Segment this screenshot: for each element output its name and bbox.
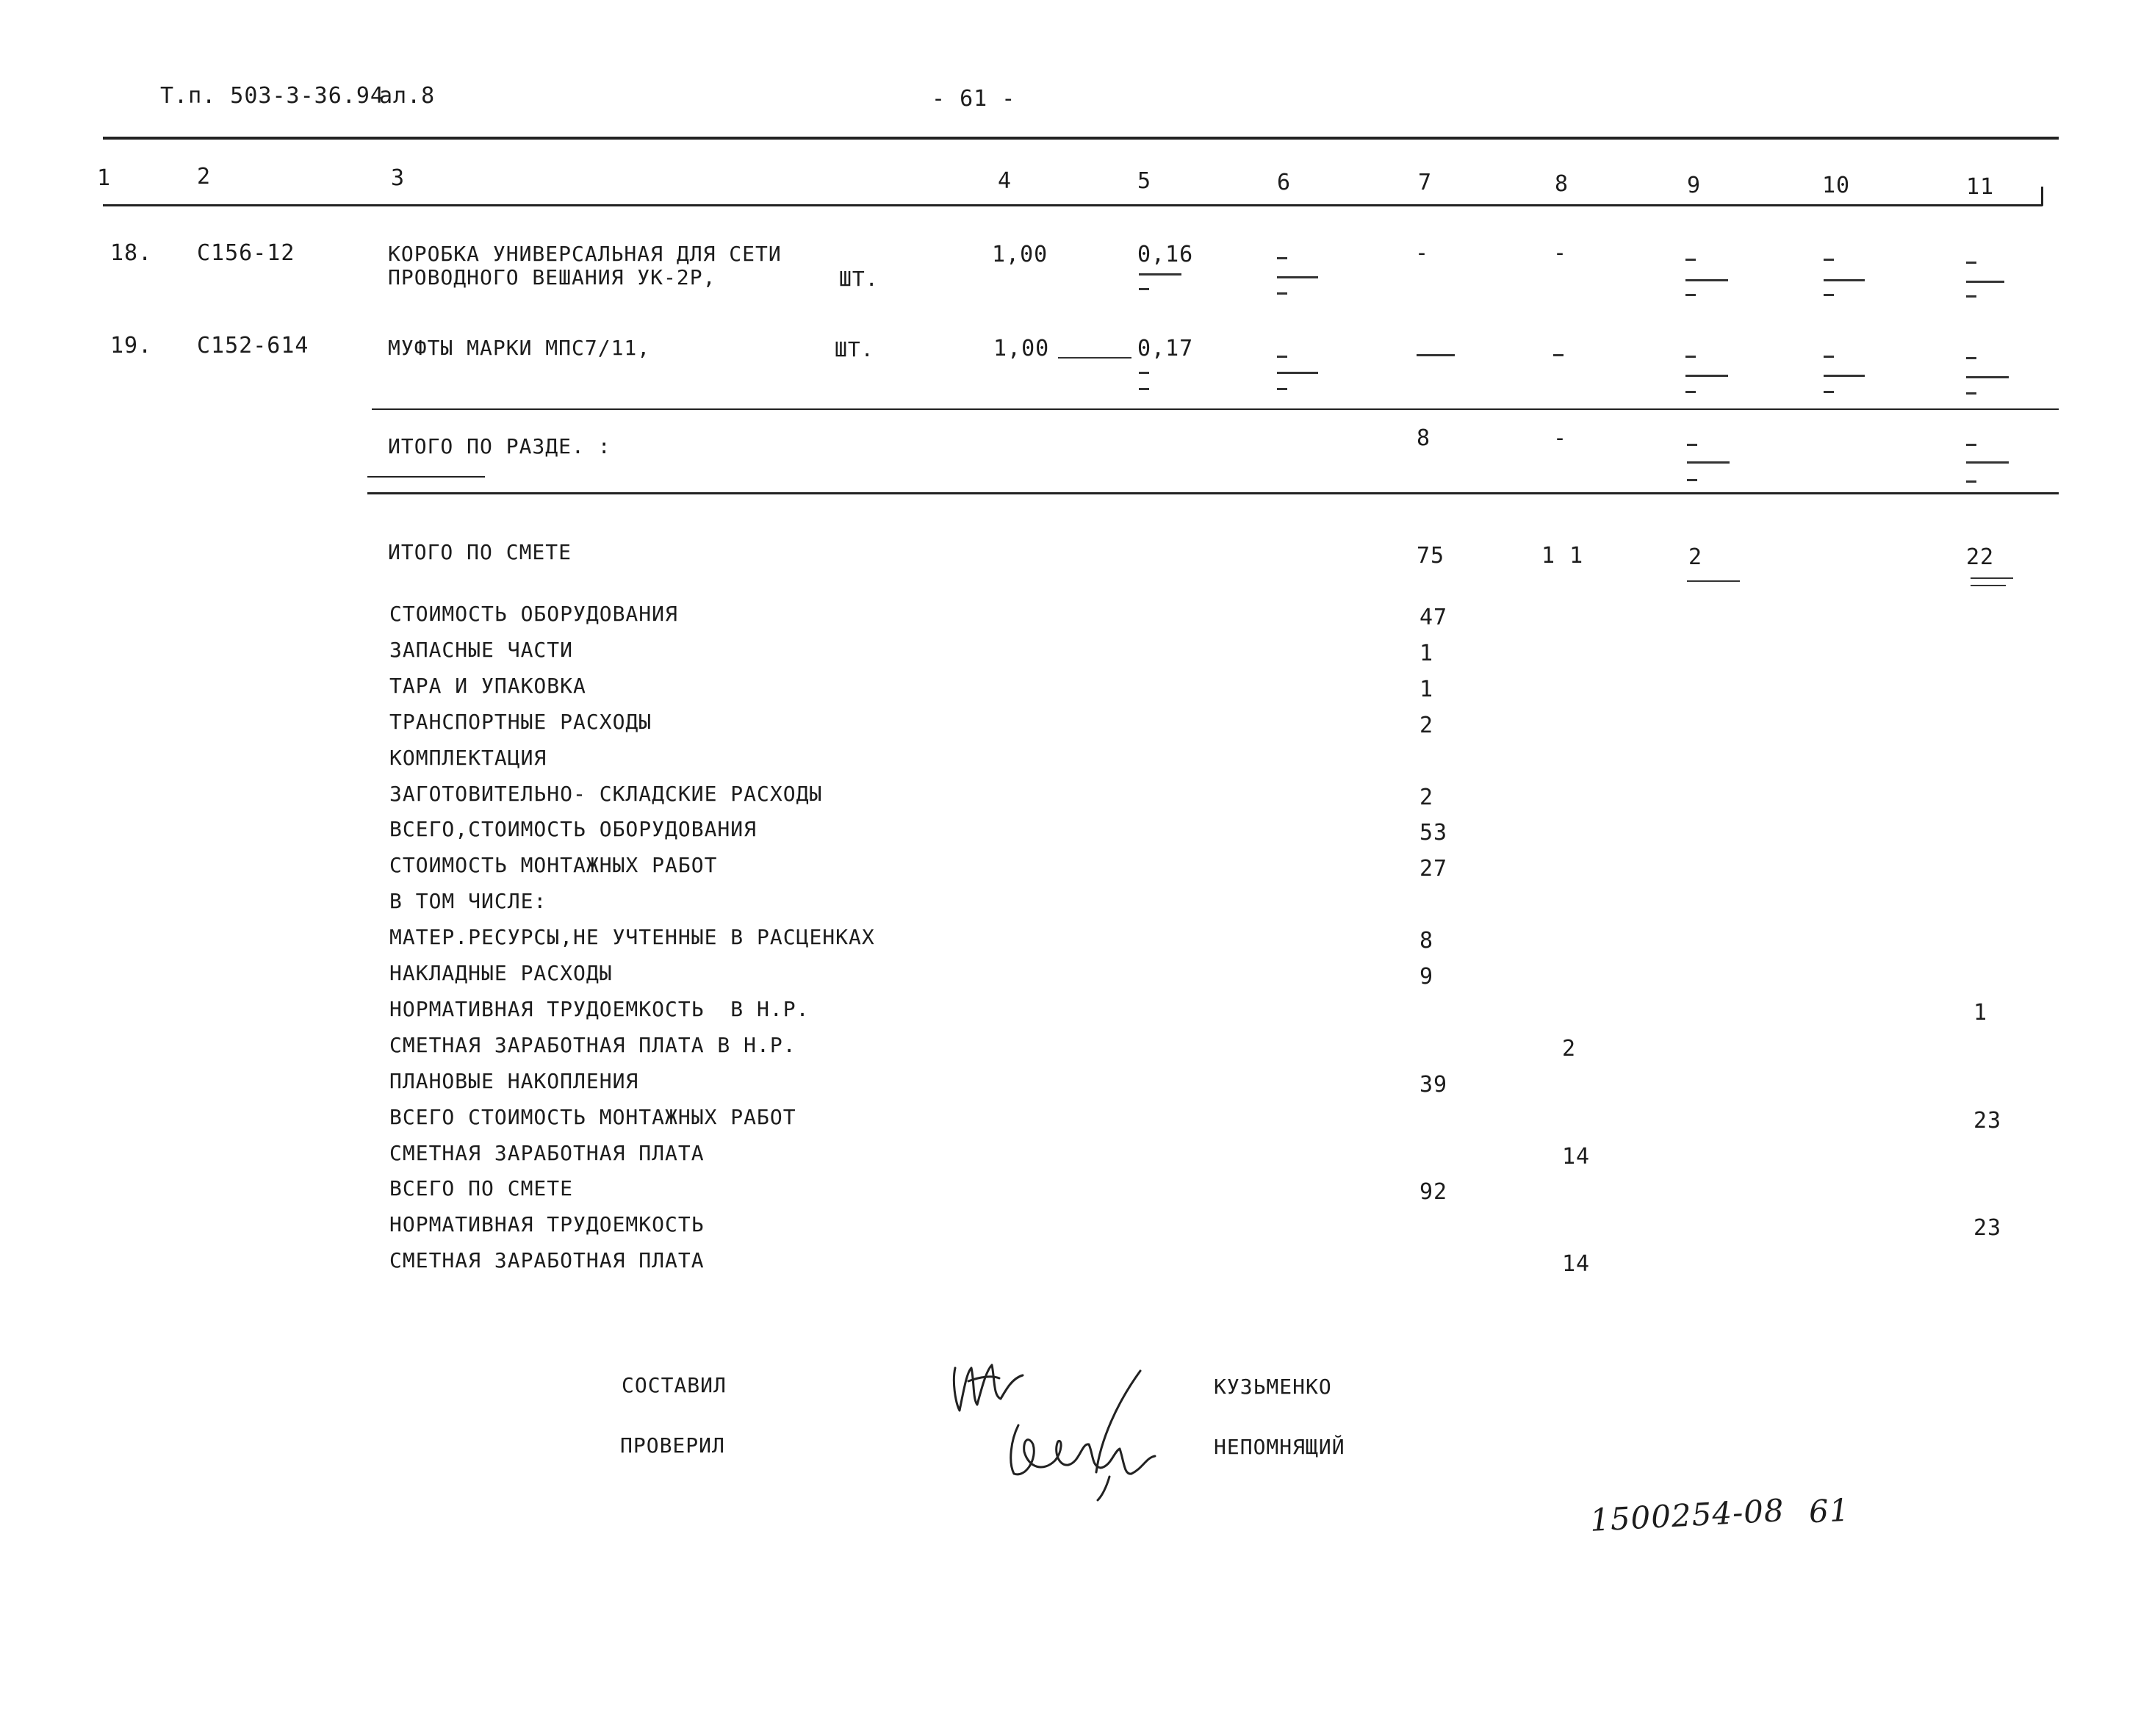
summary-label: ПЛАНОВЫЕ НАКОПЛЕНИЯ <box>389 1069 639 1093</box>
estimate-total-col8: 1 1 <box>1541 543 1584 569</box>
estimate-total-label: ИТОГО ПО СМЕТЕ <box>388 540 572 564</box>
summary-value-col7: 47 <box>1419 605 1448 630</box>
summary-label: НАКЛАДНЫЕ РАСХОДЫ <box>389 961 613 985</box>
row-18-col7-dash: - <box>1415 240 1430 266</box>
row-19-unit: ШТ. <box>835 337 874 361</box>
summary-label: ТРАНСПОРТНЫЕ РАСХОДЫ <box>389 710 652 734</box>
row-18-quantity: 1,00 <box>992 242 1048 267</box>
summary-value-col7: 39 <box>1419 1072 1448 1098</box>
summary-value-col7: 2 <box>1419 713 1434 738</box>
summary-value-col7: 9 <box>1419 964 1434 990</box>
column-header-2: 2 <box>197 164 212 190</box>
row-19-number: 19. <box>110 333 153 359</box>
summary-label: НОРМАТИВНАЯ ТРУДОЕМКОСТЬ <box>389 1212 705 1236</box>
row-18-number: 18. <box>110 240 153 266</box>
summary-label: СМЕТНАЯ ЗАРАБОТНАЯ ПЛАТА <box>389 1248 705 1272</box>
summary-value-col8: 14 <box>1562 1251 1591 1277</box>
summary-value-col11: 23 <box>1973 1215 2002 1241</box>
compiled-by-name: КУЗЬМЕНКО <box>1214 1375 1332 1399</box>
estimate-total-col11: 22 <box>1966 544 1995 570</box>
handwritten-archive-code: 1500254-08 <box>1588 1492 1785 1538</box>
row-18-name-line2: ПРОВОДНОГО ВЕШАНИЯ УК-2Р, <box>388 265 716 289</box>
page-number: - 61 - <box>932 86 1016 112</box>
column-header-11: 11 <box>1966 174 1995 200</box>
column-header-10: 10 <box>1822 173 1851 198</box>
album-number: ал.8 <box>379 83 436 109</box>
summary-value-col7: 8 <box>1419 928 1434 954</box>
summary-value-col7: 27 <box>1419 856 1448 882</box>
column-header-9: 9 <box>1687 173 1702 198</box>
section-total-col7: 8 <box>1417 425 1431 451</box>
handwritten-page-number: 61 <box>1807 1491 1851 1530</box>
summary-label: МАТЕР.РЕСУРСЫ,НЕ УЧТЕННЫЕ В РАСЦЕНКАХ <box>389 925 875 949</box>
column-header-6: 6 <box>1277 170 1292 195</box>
summary-label: ЗАПАСНЫЕ ЧАСТИ <box>389 638 574 662</box>
summary-label: ВСЕГО СТОИМОСТЬ МОНТАЖНЫХ РАБОТ <box>389 1105 796 1129</box>
row-19-quantity: 1,00 <box>993 336 1050 361</box>
row-19-code: С152-614 <box>197 333 309 359</box>
document-reference: Т.п. 503-3-36.94 <box>160 83 384 109</box>
checked-by-name: НЕПОМНЯЩИЙ <box>1214 1435 1345 1459</box>
compiled-by-label: СОСТАВИЛ <box>622 1373 727 1397</box>
summary-label: В ТОМ ЧИСЛЕ: <box>389 889 547 913</box>
summary-value-col7: 92 <box>1419 1179 1448 1205</box>
summary-value-col8: 14 <box>1562 1144 1591 1170</box>
section-total-col8: - <box>1553 425 1568 451</box>
column-header-3: 3 <box>391 165 406 191</box>
column-header-4: 4 <box>998 168 1012 194</box>
row-19-name: МУФТЫ МАРКИ МПС7/11, <box>388 336 651 360</box>
summary-label: ВСЕГО,СТОИМОСТЬ ОБОРУДОВАНИЯ <box>389 817 758 841</box>
column-header-1: 1 <box>97 165 112 191</box>
summary-value-col7: 2 <box>1419 785 1434 810</box>
summary-label: СТОИМОСТЬ МОНТАЖНЫХ РАБОТ <box>389 853 718 877</box>
summary-label: ЗАГОТОВИТЕЛЬНО- СКЛАДСКИЕ РАСХОДЫ <box>389 782 823 806</box>
column-header-5: 5 <box>1137 168 1152 194</box>
column-header-8: 8 <box>1555 171 1569 197</box>
summary-value-col11: 23 <box>1973 1108 2002 1134</box>
column-header-7: 7 <box>1418 170 1433 195</box>
summary-value-col8: 2 <box>1562 1036 1577 1062</box>
row-18-unit: ШТ. <box>839 267 879 291</box>
row-18-col8-dash: - <box>1553 240 1568 266</box>
row-19-price: 0,17 <box>1137 336 1194 361</box>
summary-value-col7: 1 <box>1419 641 1434 666</box>
row-18-code: С156-12 <box>197 240 295 266</box>
summary-label: КОМПЛЕКТАЦИЯ <box>389 746 547 770</box>
row-18-name-line1: КОРОБКА УНИВЕРСАЛЬНАЯ ДЛЯ СЕТИ <box>388 242 782 266</box>
section-total-label: ИТОГО ПО РАЗДЕ. : <box>388 434 611 458</box>
summary-value-col7: 53 <box>1419 820 1448 846</box>
summary-value-col7: 1 <box>1419 677 1434 702</box>
summary-label: ТАРА И УПАКОВКА <box>389 674 586 698</box>
checked-by-label: ПРОВЕРИЛ <box>620 1433 725 1458</box>
summary-label: СТОИМОСТЬ ОБОРУДОВАНИЯ <box>389 602 678 626</box>
summary-label: СМЕТНАЯ ЗАРАБОТНАЯ ПЛАТА В Н.Р. <box>389 1033 796 1057</box>
estimate-total-col7: 75 <box>1417 543 1445 569</box>
estimate-total-col9: 2 <box>1688 544 1703 570</box>
row-18-price: 0,16 <box>1137 242 1194 267</box>
summary-label: ВСЕГО ПО СМЕТЕ <box>389 1176 574 1200</box>
summary-value-col11: 1 <box>1973 1000 1988 1026</box>
summary-label: НОРМАТИВНАЯ ТРУДОЕМКОСТЬ В Н.Р. <box>389 997 810 1021</box>
summary-label: СМЕТНАЯ ЗАРАБОТНАЯ ПЛАТА <box>389 1141 705 1165</box>
